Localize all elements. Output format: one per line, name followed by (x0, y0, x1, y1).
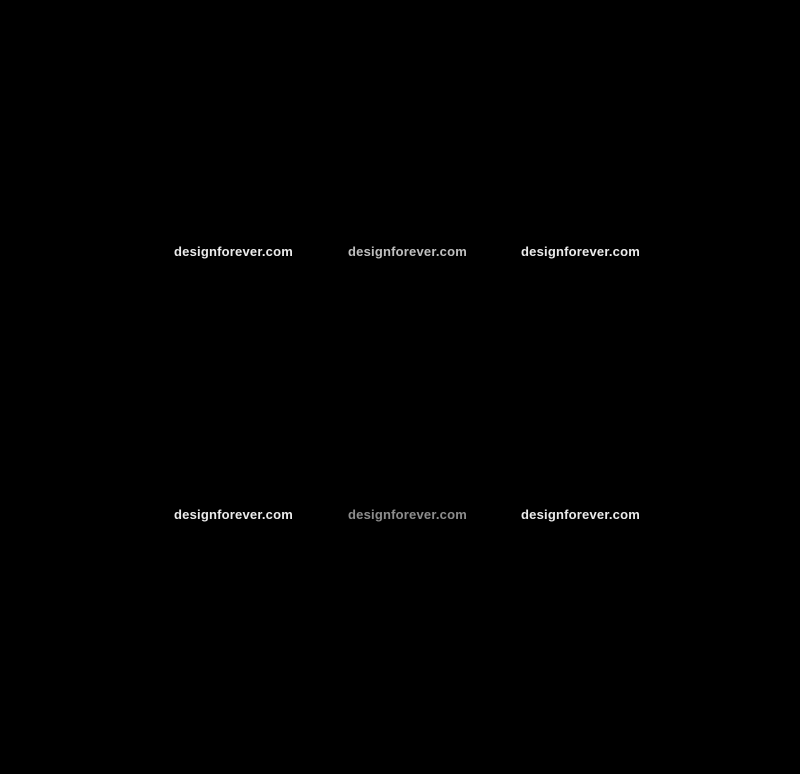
watermark-text: designforever.com (174, 507, 293, 522)
watermark-text: designforever.com (521, 244, 640, 259)
watermark-text: designforever.com (174, 244, 293, 259)
watermark-text: designforever.com (348, 244, 467, 259)
watermark-text: designforever.com (521, 507, 640, 522)
watermark-text: designforever.com (348, 507, 467, 522)
